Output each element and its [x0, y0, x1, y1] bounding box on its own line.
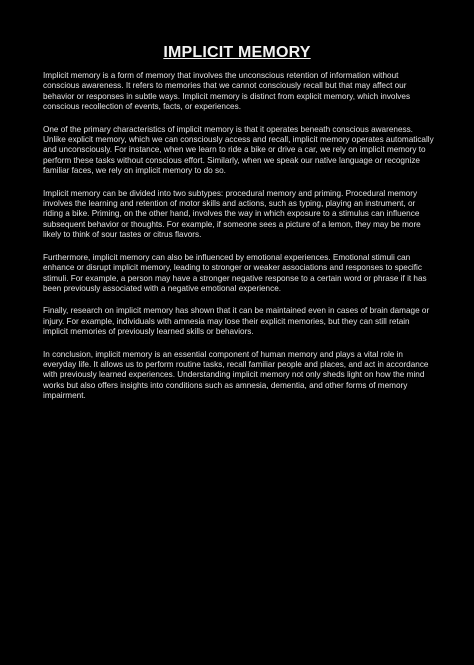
paragraph-brain-damage: Finally, research on implicit memory has shown that it can be maintained even in cases of brain damage or injury. For example, individuals with amnesia may lose their explicit memories, but they can still retain implicit memories of previously learned skills or behaviors.	[43, 306, 430, 337]
paragraph-emotional: Furthermore, implicit memory can also be influenced by emotional experiences. Emotional stimuli can enhance or disrupt implicit memory, leading to stronger or weaker associations and responses to specific stimuli. For example, a person may have a stronger negative response to a certain word or phrase if it has been previously associated with a negative emotional experience.	[43, 252, 427, 293]
paragraph-characteristics: One of the primary characteristics of implicit memory is that it operates beneath conscious awareness. Unlike explicit memory, which we can consciously access and recall, implicit memory operates automatically and unconsciously. For instance, when we learn to ride a bike or drive a car, we rely on implicit memory to perform these tasks without conscious effort. Similarly, when we speak our native language or recognize familiar faces, we rely on implicit memory to do so.	[43, 124, 434, 176]
paragraph-subtypes: Implicit memory can be divided into two subtypes: procedural memory and priming. Procedural memory involves the learning and retention of motor skills and actions, such as typing, playing an instrument, or riding a bike. Priming, on the other hand, involves the way in which exposure to a stimulus can influence subsequent behavior or thoughts. For example, if someone sees a picture of a lemon, they may be more likely to think of sour tastes or citrus flavors.	[43, 188, 421, 240]
document-body	[43, 71, 435, 414]
paragraph-conclusion: In conclusion, implicit memory is an essential component of human memory and plays a vital role in everyday life. It allows us to perform routine tasks, recall familiar people and places, and act in accordance with previously learned experiences. Understanding implicit memory not only sheds light on how the mind works but also offers insights into conditions such as amnesia, dementia, and other forms of memory impairment.	[43, 349, 429, 401]
document-title: IMPLICIT MEMORY	[163, 44, 311, 61]
paragraph-intro: Implicit memory is a form of memory that involves the unconscious retention of information without conscious awareness. It refers to memories that we cannot consciously recall but that may affect our behavior or responses in subtle ways. Implicit memory is distinct from explicit memory, which involves conscious recollection of events, facts, or experiences.	[43, 71, 411, 112]
